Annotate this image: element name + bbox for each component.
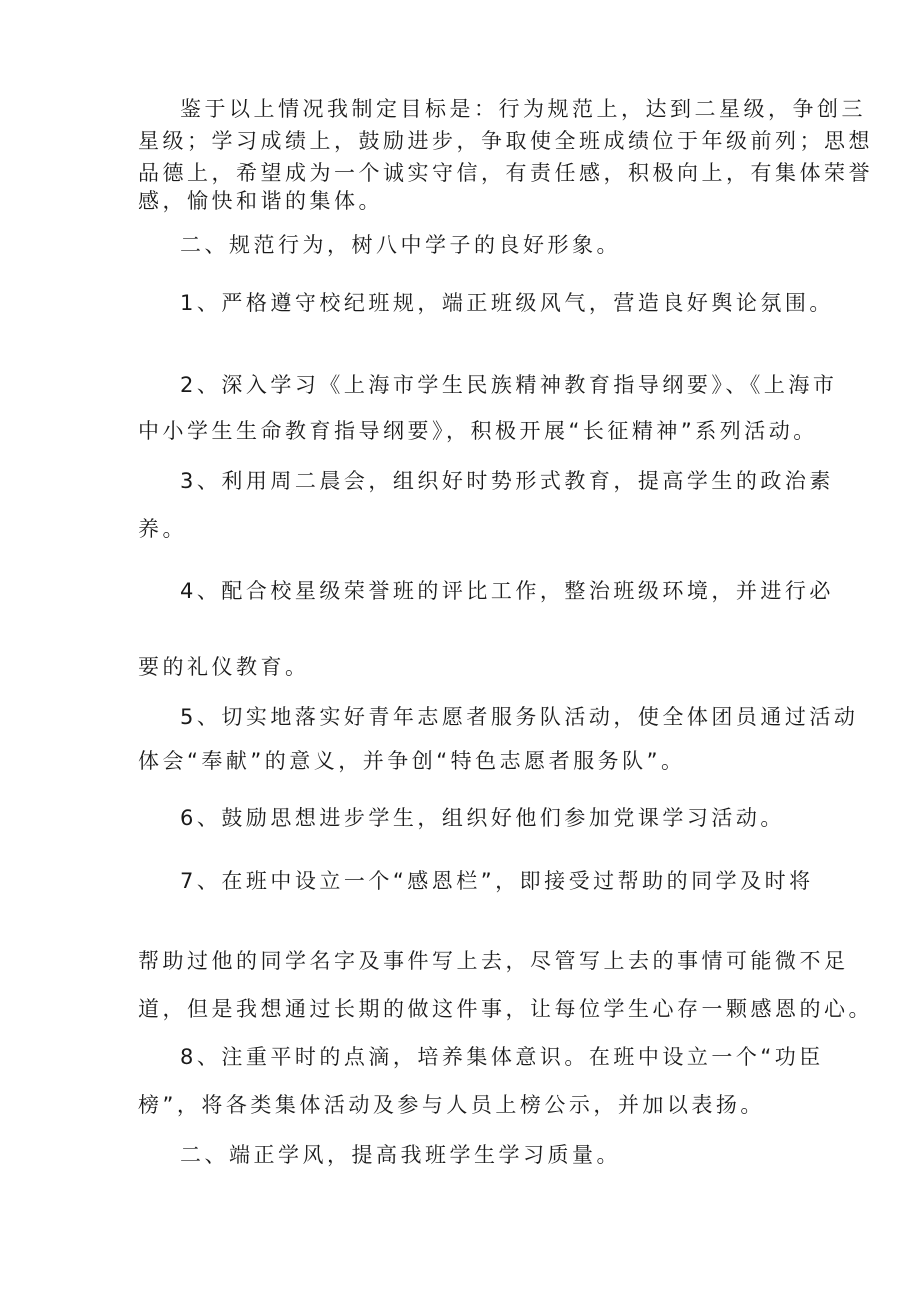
text-line: 星级；学习成绩上，鼓励进步，争取使全班成绩位于年级前列；思想	[138, 129, 873, 153]
text-line: 品德上，希望成为一个诚实守信，有责任感，积极向上，有集体荣誉	[138, 161, 873, 185]
list-item: 7、在班中设立一个“感恩栏”，即接受过帮助的同学及时将	[180, 869, 814, 893]
list-item: 3、利用周二晨会，组织好时势形式教育，提高学生的政治素	[180, 469, 834, 493]
text-line: 榜”，将各类集体活动及参与人员上榜公示，并加以表扬。	[138, 1093, 765, 1117]
list-item: 5、切实地落实好青年志愿者服务队活动，使全体团员通过活动	[180, 705, 859, 729]
text-line: 养。	[138, 517, 187, 541]
text-line: 感，愉快和谐的集体。	[138, 189, 383, 213]
text-line: 中小学生生命教育指导纲要》，积极开展“长征精神”系列活动。	[138, 419, 818, 443]
list-item: 1、严格遵守校纪班规，端正班级风气，营造良好舆论氛围。	[180, 291, 834, 315]
list-item: 6、鼓励思想进步学生，组织好他们参加党课学习活动。	[180, 806, 785, 830]
section-heading: 二、端正学风，提高我班学生学习质量。	[180, 1143, 621, 1167]
section-heading: 二、规范行为，树八中学子的良好形象。	[180, 233, 621, 257]
list-item: 8、注重平时的点滴，培养集体意识。在班中设立一个“功臣	[180, 1045, 824, 1069]
list-item: 4、配合校星级荣誉班的评比工作，整治班级环境，并进行必	[180, 579, 834, 603]
list-item: 2、深入学习《上海市学生民族精神教育指导纲要》、《上海市	[180, 373, 838, 397]
text-line: 鉴于以上情况我制定目标是：行为规范上，达到二星级，争创三	[180, 97, 866, 121]
text-line: 帮助过他的同学名字及事件写上去，尽管写上去的事情可能微不足	[138, 949, 849, 973]
text-line: 道，但是我想通过长期的做这件事，让每位学生心存一颗感恩的心。	[138, 997, 873, 1021]
text-line: 要的礼仪教育。	[138, 655, 310, 679]
text-line: 体会“奉献”的意义，并争创“特色志愿者服务队”。	[138, 749, 686, 773]
